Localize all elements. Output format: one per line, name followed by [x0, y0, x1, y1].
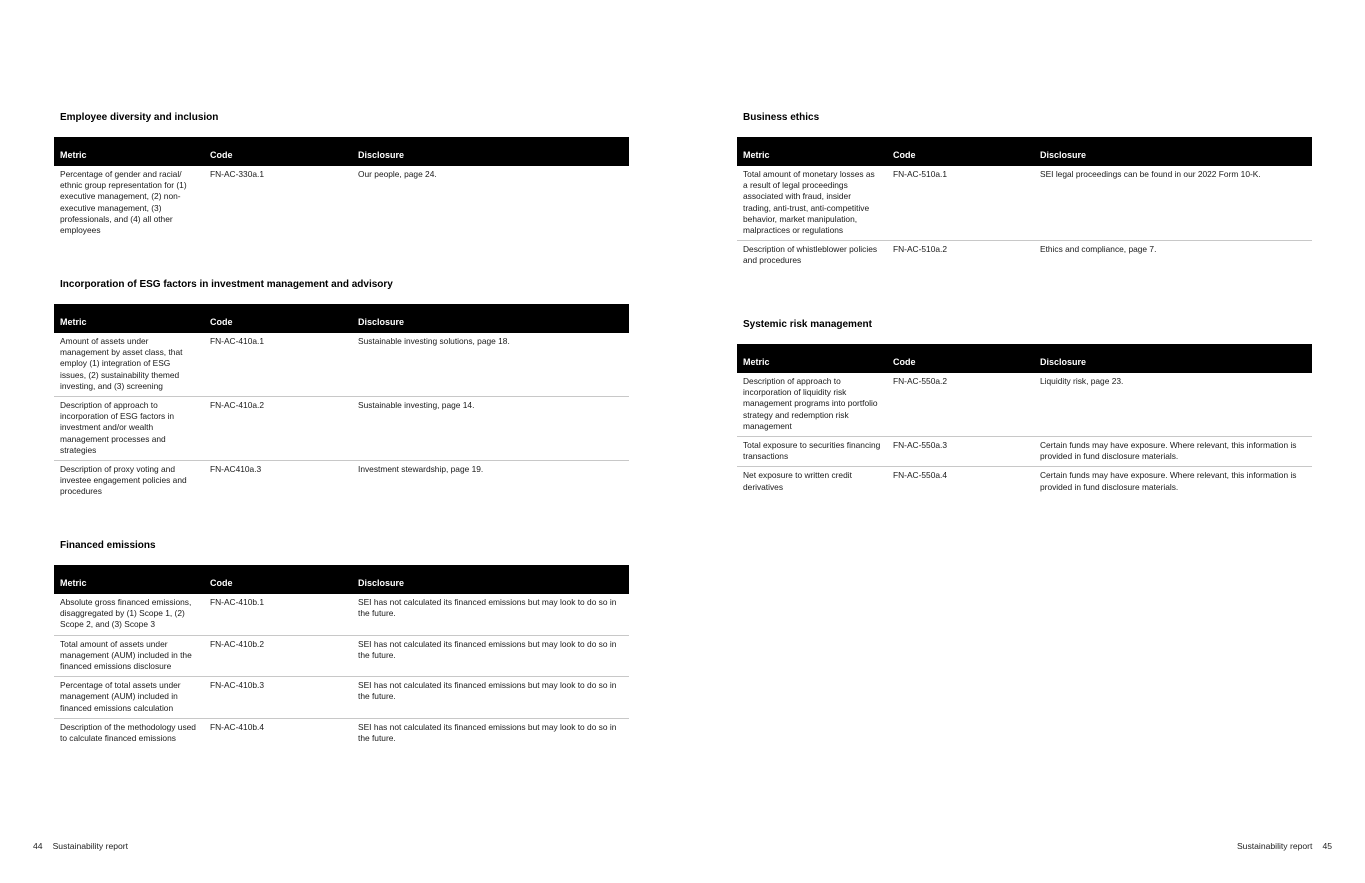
table-row	[54, 166, 629, 240]
header-metric: Metric	[54, 565, 204, 594]
header-disclosure: Disclosure	[1034, 137, 1312, 166]
disclosure-table	[737, 344, 1312, 497]
table-row	[54, 718, 629, 748]
disclosure-table	[54, 565, 629, 748]
employee-diversity-section	[54, 111, 629, 240]
disclosure-cell: Liquidity risk, page 23.	[1040, 376, 1124, 386]
code-cell: FN-AC-410b.1	[210, 597, 264, 607]
disclosure-table	[737, 137, 1312, 271]
disclosure-cell: SEI legal proceedings can be found in our 2022 Form 10-K.	[1040, 169, 1261, 179]
disclosure-table	[54, 304, 629, 502]
code-cell: FN-AC-330a.1	[210, 169, 264, 179]
table-row	[54, 333, 629, 397]
business-ethics-section	[737, 111, 1312, 271]
disclosure-cell: SEI has not calculated its financed emissions but may look to do so in the future.	[352, 635, 629, 677]
header-code: Code	[204, 304, 352, 333]
header-metric: Metric	[54, 304, 204, 333]
header-code: Code	[204, 565, 352, 594]
disclosure-cell: Investment stewardship, page 19.	[352, 461, 629, 502]
disclosure-cell: Certain funds may have exposure. Where relevant, this information is provided in fund disclosure materials.	[1034, 467, 1312, 497]
metric-cell: Total amount of assets under management (AUM) included in the financed emissions disclosure	[54, 635, 204, 677]
metric-cell: Total exposure to securities financing transactions	[737, 437, 887, 467]
esg-factors-section	[54, 278, 629, 502]
header-code: Code	[887, 137, 1034, 166]
header-metric: Metric	[737, 137, 887, 166]
table-row	[737, 437, 1312, 467]
metric-cell: Percentage of total assets under management (AUM) included in financed emissions calculation	[54, 677, 204, 719]
disclosure-cell: Certain funds may have exposure. Where relevant, this information is provided in fund disclosure materials.	[1034, 437, 1312, 467]
footer-right	[1237, 841, 1332, 851]
disclosure-table	[54, 137, 629, 240]
table-row	[54, 397, 629, 461]
financed-emissions-section	[54, 539, 629, 748]
code-cell: FN-AC-550a.3	[887, 437, 1034, 467]
metric-cell: Description of the methodology used to calculate financed emissions	[54, 718, 204, 748]
header-code: Code	[204, 137, 352, 166]
table-row	[737, 166, 1312, 241]
header-code: Code	[887, 344, 1034, 373]
code-cell: FN-AC-550a.2	[893, 376, 947, 386]
section-title: Business ethics	[743, 112, 820, 123]
page-number-right: 45	[1322, 841, 1332, 851]
disclosure-cell: Sustainable investing solutions, page 18.	[358, 336, 510, 346]
header-disclosure: Disclosure	[352, 137, 629, 166]
metric-cell: Absolute gross financed emissions, disaggregated by (1) Scope 1, (2) Scope 2, and (3) Scope 3	[60, 597, 192, 630]
table-row	[737, 373, 1312, 437]
section-title: Employee diversity and inclusion	[60, 112, 219, 123]
header-disclosure: Disclosure	[352, 565, 629, 594]
section-title: Financed emissions	[60, 540, 156, 551]
code-cell: FN-AC-410b.3	[204, 677, 352, 719]
disclosure-cell: Sustainable investing, page 14.	[352, 397, 629, 461]
footer-left	[33, 841, 128, 851]
code-cell: FN-AC-410a.2	[204, 397, 352, 461]
table-row	[54, 635, 629, 677]
page-number-left: 44	[33, 841, 43, 851]
metric-cell: Amount of assets under management by asset class, that employ (1) integration of ESG issues, (2) sustainability themed investing, and (3) screening	[60, 336, 183, 391]
metric-cell: Total amount of monetary losses as a result of legal proceedings associated with fraud, insider trading, anti-trust, anti-competitive behavior, market manipulation, malpractices or regulations	[743, 169, 875, 236]
metric-cell: Percentage of gender and racial/ ethnic group representation for (1) executive management, (2) non-executive management, (3) professionals, and (4) all other employees	[60, 169, 187, 236]
report-title-left: Sustainability report	[52, 841, 129, 851]
header-metric: Metric	[737, 344, 887, 373]
code-cell: FN-AC-510a.2	[887, 241, 1034, 271]
metric-cell: Description of proxy voting and investee engagement policies and procedures	[54, 461, 204, 502]
report-title-right: Sustainability report	[1236, 841, 1313, 851]
metric-cell: Description of approach to incorporation of ESG factors in investment and/or wealth management processes and strategies	[54, 397, 204, 461]
disclosure-cell: Our people, page 24.	[358, 169, 437, 179]
disclosure-cell: SEI has not calculated its financed emissions but may look to do so in the future.	[352, 718, 629, 748]
metric-cell: Description of whistleblower policies and procedures	[737, 241, 887, 271]
code-cell: FN-AC-510a.1	[893, 169, 947, 179]
code-cell: FN-AC-410a.1	[210, 336, 264, 346]
code-cell: FN-AC-410b.4	[204, 718, 352, 748]
table-row	[54, 461, 629, 502]
disclosure-cell: Ethics and compliance, page 7.	[1034, 241, 1312, 271]
table-row	[737, 467, 1312, 497]
section-title: Incorporation of ESG factors in investment management and advisory	[60, 279, 393, 290]
section-title: Systemic risk management	[743, 319, 872, 330]
metric-cell: Description of approach to incorporation of liquidity risk management programs into portfolio strategy and redemption risk management	[743, 376, 878, 431]
header-disclosure: Disclosure	[1034, 344, 1312, 373]
header-metric: Metric	[54, 137, 204, 166]
header-disclosure: Disclosure	[352, 304, 629, 333]
systemic-risk-section	[737, 318, 1312, 497]
disclosure-cell: SEI has not calculated its financed emissions but may look to do so in the future.	[358, 597, 617, 619]
code-cell: FN-AC-550a.4	[887, 467, 1034, 497]
code-cell: FN-AC-410b.2	[204, 635, 352, 677]
metric-cell: Net exposure to written credit derivatives	[737, 467, 887, 497]
table-row	[54, 677, 629, 719]
disclosure-cell: SEI has not calculated its financed emissions but may look to do so in the future.	[352, 677, 629, 719]
table-row	[54, 594, 629, 635]
table-row	[737, 241, 1312, 271]
code-cell: FN-AC410a.3	[204, 461, 352, 502]
